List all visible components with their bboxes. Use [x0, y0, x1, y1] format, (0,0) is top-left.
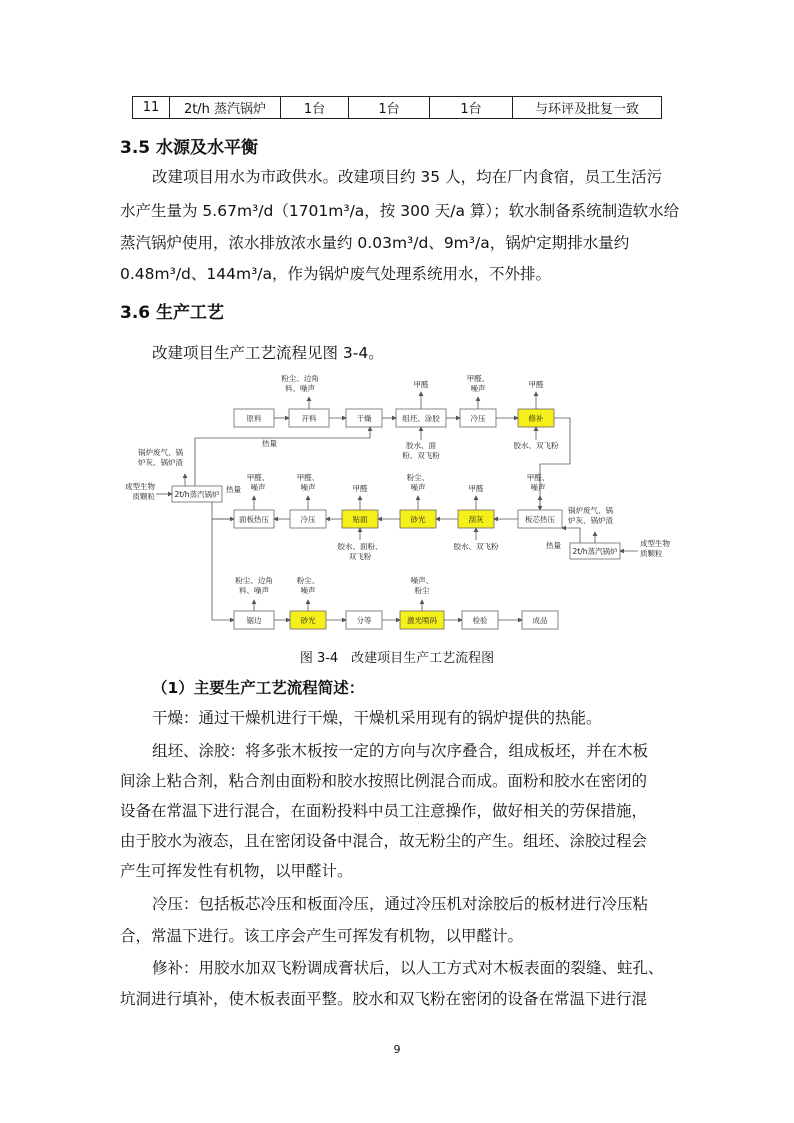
input-label: 粉、双飞粉 [402, 451, 440, 460]
paragraph-line: 蒸汽锅炉使用，浓水排放浓水量约 0.03m³/d、9m³/a，锅炉定期排水量约 [120, 234, 630, 252]
boiler-label: 2t/h蒸汽锅炉 [174, 490, 220, 499]
input-label: 胶水、双飞粉 [453, 542, 499, 551]
input-label: 胶水、面 [406, 441, 436, 450]
paragraph-line: 改建项目用水为市政供水。改建项目约 35 人，均在厂内食宿，员工生活污 [152, 168, 663, 186]
flow-box-label: 贴面 [352, 515, 368, 524]
flow-box-label: 分等 [356, 616, 372, 625]
fuel-label: 质颗粒 [132, 492, 155, 501]
paragraph-line: 由于胶水为液态，且在密闭设备中混合，故无粉尘的产生。组坯、涂胶过程会 [120, 832, 648, 850]
paragraph-line: 0.48m³/d、144m³/a，作为锅炉废气处理系统用水，不外排。 [120, 265, 552, 283]
flow-box-label: 组坯、涂胶 [402, 414, 440, 423]
paragraph-line: 合，常温下进行。该工序会产生可挥发有机物，以甲醛计。 [120, 927, 524, 945]
emission-label: 料、噪声 [285, 384, 315, 393]
paragraph-line: 产生可挥发性有机物，以甲醛计。 [120, 862, 353, 880]
flow-box-label: 原料 [246, 414, 262, 423]
paragraph-line: 修补：用胶水加双飞粉调成膏状后，以人工方式对木板表面的裂缝、蛀孔、 [152, 959, 664, 977]
emission-label: 甲醛 [352, 484, 368, 493]
waste-label: 锅炉废气、锅 [138, 448, 183, 457]
emission-label: 粉尘、 [296, 576, 320, 585]
emission-label: 噪声 [410, 483, 426, 492]
emission-label: 甲醛 [413, 380, 429, 389]
fuel-label: 成型生物 [125, 482, 155, 491]
paragraph-line: 干燥：通过干燥机进行干燥，干燥机采用现有的锅炉提供的热能。 [152, 709, 602, 727]
flow-box-label: 面板热压 [239, 515, 269, 524]
flow-box-label: 检验 [472, 616, 488, 625]
boiler-label: 2t/h蒸汽锅炉 [572, 547, 618, 556]
emission-label: 噪声 [530, 483, 546, 492]
flow-box-label: 成品 [532, 616, 548, 625]
emission-label: 甲醛 [468, 484, 484, 493]
emission-label: 噪声 [250, 483, 266, 492]
section-heading: 3.5 水源及水平衡 [120, 138, 259, 158]
paragraph-line: 坑洞进行填补，使木板表面平整。胶水和双飞粉在密闭的设备在常温下进行混 [120, 990, 648, 1008]
paragraph-line: 水产生量为 5.67m³/d（1701m³/a，按 300 天/a 算）；软水制备系统制造软水给 [120, 202, 680, 220]
flow-box-label: 砂光 [410, 515, 426, 524]
input-label: 胶水、面粉、 [337, 542, 383, 551]
table-cell: 1台 [349, 97, 430, 119]
flow-box-label: 干燥 [356, 414, 372, 423]
emission-label: 甲醛、 [246, 473, 270, 482]
emission-label: 噪声 [300, 483, 316, 492]
flow-box-label: 冷压 [470, 414, 486, 423]
emission-label: 甲醛 [528, 380, 544, 389]
flow-box-label: 开料 [301, 414, 317, 423]
fuel-label: 质颗粒 [640, 549, 663, 558]
table-cell: 1台 [281, 97, 349, 119]
flow-box-label: 锯边 [246, 616, 262, 625]
paragraph-line: 间涂上粘合剂，粘合剂由面粉和胶水按照比例混合而成。面粉和胶水在密闭的 [120, 772, 648, 790]
input-label: 胶水、双飞粉 [513, 441, 559, 450]
input-label: 双飞粉 [348, 552, 372, 561]
flow-box-label: 修补 [528, 414, 544, 423]
flow-box-label: 砂光 [300, 616, 316, 625]
emission-label: 粉尘、边角 [281, 374, 319, 383]
emission-label: 甲醛、 [466, 374, 490, 383]
subheading: （1）主要生产工艺流程简述： [152, 679, 365, 697]
flow-box-label: 激光喷码 [407, 616, 437, 625]
heat-label: 热量 [262, 439, 277, 448]
page-number: 9 [393, 1043, 401, 1056]
flow-box-label: 板芯热压 [525, 515, 555, 524]
heat-label: 热量 [226, 485, 241, 494]
table-cell: 2t/h 蒸汽锅炉 [170, 97, 281, 119]
waste-label: 炉灰、锅炉渣 [568, 516, 613, 525]
emission-label: 甲醛、 [526, 473, 550, 482]
heat-label: 热量 [546, 541, 561, 550]
table-cell: 11 [133, 97, 170, 119]
waste-label: 锅炉废气、锅 [568, 506, 613, 515]
emission-label: 噪声、 [410, 576, 434, 585]
flow-box-label: 刮灰 [468, 515, 484, 524]
emission-label: 噪声 [470, 384, 486, 393]
fuel-label: 成型生物 [640, 539, 670, 548]
emission-label: 粉尘、边角 [235, 576, 273, 585]
flow-box-label: 冷压 [300, 515, 316, 524]
paragraph-line: 冷压：包括板芯冷压和板面冷压，通过冷压机对涂胶后的板材进行冷压粘 [152, 895, 649, 913]
paragraph-line: 设备在常温下进行混合，在面粉投料中员工注意操作，做好相关的劳保措施， [120, 802, 648, 820]
table-cell: 与环评及批复一致 [513, 97, 662, 119]
paragraph-line: 改建项目生产工艺流程见图 3-4。 [152, 344, 384, 362]
waste-label: 炉灰、锅炉渣 [138, 458, 183, 467]
emission-label: 粉尘、 [406, 473, 430, 482]
table-cell: 1台 [430, 97, 513, 119]
emission-label: 噪声 [300, 586, 316, 595]
emission-label: 粉尘 [414, 586, 430, 595]
figure-caption: 图 3-4 改建项目生产工艺流程图 [299, 651, 495, 666]
emission-label: 料、噪声 [239, 586, 269, 595]
paragraph-line: 组坯、涂胶：将多张木板按一定的方向与次序叠合，组成板坯，并在木板 [152, 742, 649, 760]
emission-label: 甲醛、 [296, 473, 320, 482]
section-heading: 3.6 生产工艺 [120, 303, 225, 323]
